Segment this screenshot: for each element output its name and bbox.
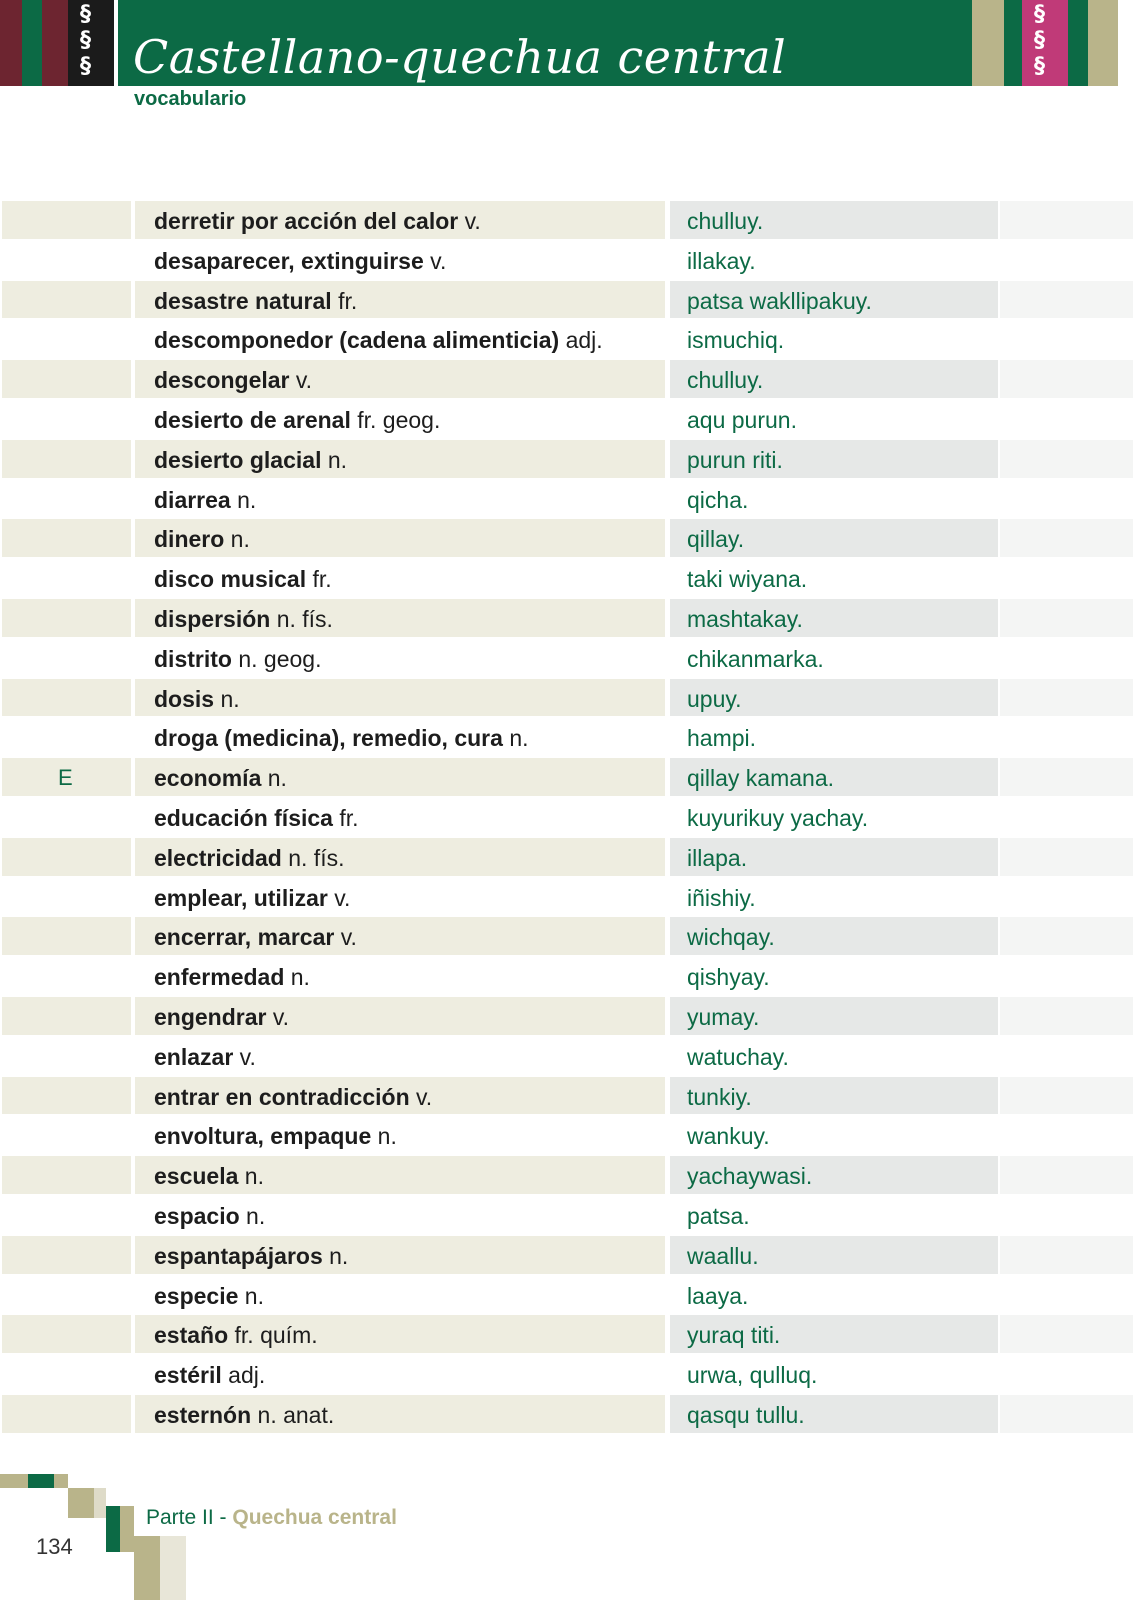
quechua-term: patsa wakllipakuy. bbox=[687, 287, 872, 314]
blank-cell bbox=[1000, 1395, 1133, 1433]
letter-cell bbox=[2, 1276, 131, 1314]
grammar-tag: n. bbox=[290, 964, 310, 991]
letter-cell bbox=[2, 1156, 131, 1194]
spanish-term bbox=[154, 367, 312, 394]
grammar-tag: v. bbox=[295, 367, 313, 394]
quechua-term: hampi. bbox=[687, 725, 757, 752]
textile-glyph-icon: § bbox=[1034, 2, 1045, 27]
quechua-term: watuchay. bbox=[687, 1043, 789, 1070]
grammar-tag: n. fís. bbox=[288, 844, 345, 871]
spanish-term bbox=[154, 1203, 265, 1230]
grammar-tag: n. bbox=[230, 526, 250, 553]
grammar-tag: n. bbox=[220, 685, 240, 712]
footer-part-prefix: Parte II - bbox=[146, 1506, 233, 1529]
spanish-headword: enfermedad bbox=[154, 964, 285, 991]
spanish-term bbox=[154, 208, 481, 235]
blank-cell bbox=[1000, 838, 1133, 876]
grammar-tag: n. bbox=[329, 1242, 349, 1269]
blank-cell bbox=[1000, 1236, 1133, 1274]
vocab-row bbox=[0, 717, 1133, 757]
vocab-row bbox=[0, 638, 1133, 678]
spanish-headword: disco musical bbox=[154, 566, 307, 593]
blank-cell bbox=[1000, 201, 1133, 239]
spanish-term bbox=[154, 526, 250, 553]
vocab-row bbox=[0, 1076, 1133, 1116]
vocab-row bbox=[0, 1275, 1133, 1315]
section-letter: E bbox=[58, 765, 73, 791]
grammar-tag: v. bbox=[239, 1043, 256, 1070]
quechua-term: wichqay. bbox=[687, 924, 775, 951]
blank-cell bbox=[1000, 519, 1133, 557]
blank-cell bbox=[1000, 1156, 1133, 1194]
quechua-term: mashtakay. bbox=[687, 605, 803, 632]
vocab-row bbox=[0, 280, 1133, 320]
spanish-term bbox=[154, 686, 240, 713]
spanish-term bbox=[154, 1322, 318, 1349]
blank-cell bbox=[1000, 679, 1133, 717]
header-textile-strip-right bbox=[1118, 0, 1133, 86]
spanish-term bbox=[154, 1283, 264, 1310]
blank-cell bbox=[1000, 718, 1133, 756]
quechua-term: laaya. bbox=[687, 1282, 749, 1309]
spanish-headword: emplear, utilizar bbox=[154, 884, 328, 911]
spanish-term bbox=[154, 805, 359, 832]
spanish-term bbox=[154, 1163, 264, 1190]
vocab-row bbox=[0, 1155, 1133, 1195]
spanish-headword: desierto de arenal bbox=[154, 406, 351, 433]
spanish-term bbox=[154, 1123, 397, 1150]
spanish-headword: envoltura, empaque bbox=[154, 1123, 372, 1150]
letter-cell bbox=[2, 798, 131, 836]
quechua-term: illapa. bbox=[687, 844, 748, 871]
grammar-tag: n. fís. bbox=[276, 605, 333, 632]
letter-cell bbox=[2, 1116, 131, 1154]
blank-cell bbox=[1000, 241, 1133, 279]
header-textile-strip-right bbox=[1004, 0, 1022, 86]
header-textile-strip-right bbox=[1088, 0, 1118, 86]
grammar-tag: fr. bbox=[339, 804, 359, 831]
letter-cell bbox=[2, 320, 131, 358]
page-number: 134 bbox=[36, 1534, 73, 1559]
letter-cell bbox=[2, 281, 131, 319]
vocab-row bbox=[0, 678, 1133, 718]
quechua-term: yachaywasi. bbox=[687, 1163, 813, 1190]
header-textile-strip-left bbox=[114, 0, 118, 86]
letter-cell bbox=[2, 878, 131, 916]
vocab-row bbox=[0, 1036, 1133, 1076]
grammar-tag: n. bbox=[244, 1163, 264, 1190]
spanish-headword: economía bbox=[154, 765, 262, 792]
quechua-term: upuy. bbox=[687, 685, 742, 712]
vocab-row bbox=[0, 877, 1133, 917]
spanish-term bbox=[154, 1044, 256, 1071]
spanish-headword: desastre natural bbox=[154, 287, 332, 314]
grammar-tag: fr. geog. bbox=[357, 406, 441, 433]
vocab-row bbox=[0, 598, 1133, 638]
grammar-tag: v. bbox=[416, 1083, 433, 1110]
letter-cell bbox=[2, 679, 131, 717]
spanish-headword: engendrar bbox=[154, 1003, 267, 1030]
textile-glyph-icon: § bbox=[80, 2, 91, 27]
vocab-row bbox=[0, 1314, 1133, 1354]
footer-decor-block bbox=[106, 1506, 120, 1552]
blank-cell bbox=[1000, 1196, 1133, 1234]
spanish-term bbox=[154, 487, 256, 514]
vocab-row bbox=[0, 359, 1133, 399]
vocabulary-table bbox=[0, 200, 1133, 1434]
grammar-tag: fr. bbox=[338, 287, 358, 314]
page-subtitle: vocabulario bbox=[134, 88, 247, 110]
vocab-row bbox=[0, 757, 1133, 797]
spanish-headword: espacio bbox=[154, 1202, 240, 1229]
grammar-tag: n. bbox=[327, 446, 348, 473]
letter-cell bbox=[2, 201, 131, 239]
quechua-term: tunkiy. bbox=[687, 1083, 752, 1110]
vocab-row bbox=[0, 956, 1133, 996]
letter-cell bbox=[2, 480, 131, 518]
letter-cell bbox=[2, 559, 131, 597]
spanish-headword: descomponedor (cadena alimenticia) bbox=[154, 327, 560, 354]
blank-cell bbox=[1000, 1077, 1133, 1115]
vocab-row bbox=[0, 1115, 1133, 1155]
spanish-headword: escuela bbox=[154, 1163, 239, 1190]
footer-part-name: Quechua central bbox=[232, 1506, 397, 1529]
spanish-headword: esternón bbox=[154, 1401, 252, 1428]
vocab-row bbox=[0, 439, 1133, 479]
spanish-term bbox=[154, 725, 529, 752]
textile-glyph-icon: § bbox=[80, 54, 91, 79]
vocab-row bbox=[0, 558, 1133, 598]
grammar-tag: n. bbox=[509, 725, 529, 752]
vocab-row bbox=[0, 319, 1133, 359]
spanish-term bbox=[154, 1243, 348, 1270]
quechua-term: patsa. bbox=[687, 1202, 750, 1229]
letter-cell bbox=[2, 1236, 131, 1274]
vocab-row bbox=[0, 200, 1133, 240]
vocab-row bbox=[0, 996, 1133, 1036]
textile-glyph-icon: § bbox=[1034, 54, 1045, 79]
grammar-tag: n. bbox=[267, 765, 287, 792]
spanish-term bbox=[154, 447, 347, 474]
spanish-term bbox=[154, 1362, 265, 1389]
letter-cell bbox=[2, 1196, 131, 1234]
quechua-term: taki wiyana. bbox=[687, 566, 808, 593]
letter-cell bbox=[2, 838, 131, 876]
grammar-tag: n. bbox=[246, 1202, 266, 1229]
spanish-term bbox=[154, 1402, 334, 1429]
blank-cell bbox=[1000, 281, 1133, 319]
header-textile-strip-left bbox=[42, 0, 68, 86]
spanish-term bbox=[154, 964, 310, 991]
header-textile-strip-right bbox=[972, 0, 1004, 86]
spanish-headword: descongelar bbox=[154, 367, 290, 394]
footer-decor-block bbox=[120, 1506, 134, 1552]
letter-cell bbox=[2, 1315, 131, 1353]
quechua-term: chulluy. bbox=[687, 367, 764, 394]
textile-glyph-icon: § bbox=[80, 28, 91, 53]
quechua-term: qicha. bbox=[687, 486, 749, 513]
quechua-term: qasqu tullu. bbox=[687, 1401, 805, 1428]
spanish-headword: dinero bbox=[154, 526, 225, 553]
header-textile-strip-left bbox=[0, 0, 22, 86]
letter-cell bbox=[2, 440, 131, 478]
grammar-tag: n. bbox=[237, 486, 257, 513]
spanish-headword: especie bbox=[154, 1282, 239, 1309]
letter-cell bbox=[2, 519, 131, 557]
letter-cell bbox=[2, 1355, 131, 1393]
spanish-headword: dosis bbox=[154, 685, 215, 712]
quechua-term: waallu. bbox=[687, 1242, 759, 1269]
quechua-term: iñishiy. bbox=[687, 884, 756, 911]
vocab-row bbox=[0, 479, 1133, 519]
blank-cell bbox=[1000, 1037, 1133, 1075]
blank-cell bbox=[1000, 559, 1133, 597]
footer-decor-block bbox=[28, 1474, 54, 1488]
spanish-headword: entrar en contradicción bbox=[154, 1083, 410, 1110]
quechua-term: kuyurikuy yachay. bbox=[687, 804, 869, 831]
letter-cell bbox=[2, 718, 131, 756]
grammar-tag: adj. bbox=[565, 327, 603, 354]
spanish-headword: derretir por acción del calor bbox=[154, 208, 459, 234]
spanish-term bbox=[154, 845, 344, 872]
blank-cell bbox=[1000, 917, 1133, 955]
quechua-term: aqu purun. bbox=[687, 406, 797, 433]
quechua-term: chulluy. bbox=[687, 208, 764, 234]
vocab-row bbox=[0, 240, 1133, 280]
spanish-headword: espantapájaros bbox=[154, 1242, 323, 1269]
vocab-row bbox=[0, 518, 1133, 558]
blank-cell bbox=[1000, 400, 1133, 438]
grammar-tag: n. bbox=[377, 1123, 397, 1150]
spanish-headword: educación física bbox=[154, 804, 333, 831]
header-textile-pattern-right bbox=[1022, 0, 1068, 86]
footer-decor-block bbox=[94, 1488, 106, 1518]
vocab-row bbox=[0, 1195, 1133, 1235]
grammar-tag: v. bbox=[464, 208, 481, 234]
spanish-term bbox=[154, 606, 333, 633]
quechua-term: qishyay. bbox=[687, 964, 770, 991]
blank-cell bbox=[1000, 360, 1133, 398]
blank-cell bbox=[1000, 320, 1133, 358]
spanish-headword: estaño bbox=[154, 1322, 229, 1349]
quechua-term: chikanmarka. bbox=[687, 645, 824, 672]
blank-cell bbox=[1000, 639, 1133, 677]
spanish-headword: encerrar, marcar bbox=[154, 924, 335, 951]
spanish-headword: droga (medicina), remedio, cura bbox=[154, 725, 503, 752]
grammar-tag: n. geog. bbox=[238, 645, 322, 672]
footer-decor-block bbox=[0, 1474, 28, 1488]
header-textile-pattern-left bbox=[68, 0, 114, 86]
letter-cell bbox=[2, 997, 131, 1035]
spanish-headword: distrito bbox=[154, 645, 232, 672]
vocab-row bbox=[0, 1394, 1133, 1434]
header-textile-strip-right bbox=[1068, 0, 1088, 86]
spanish-term bbox=[154, 885, 350, 912]
spanish-term bbox=[154, 765, 287, 792]
blank-cell bbox=[1000, 599, 1133, 637]
spanish-term bbox=[154, 407, 440, 434]
letter-cell bbox=[2, 1037, 131, 1075]
quechua-term: qillay kamana. bbox=[687, 765, 835, 792]
letter-cell bbox=[2, 360, 131, 398]
grammar-tag: n. anat. bbox=[257, 1401, 335, 1428]
letter-cell bbox=[2, 400, 131, 438]
spanish-term bbox=[154, 1004, 289, 1031]
grammar-tag: n. bbox=[244, 1282, 264, 1309]
blank-cell bbox=[1000, 957, 1133, 995]
spanish-term bbox=[154, 288, 357, 315]
quechua-term: yumay. bbox=[687, 1003, 760, 1030]
spanish-term bbox=[154, 1084, 432, 1111]
footer-part-label bbox=[146, 1506, 397, 1530]
grammar-tag: adj. bbox=[228, 1362, 266, 1389]
blank-cell bbox=[1000, 997, 1133, 1035]
spanish-term bbox=[154, 924, 357, 951]
blank-cell bbox=[1000, 440, 1133, 478]
page-title: Castellano-quechua central bbox=[133, 30, 787, 84]
quechua-term: wankuy. bbox=[687, 1123, 770, 1150]
blank-cell bbox=[1000, 798, 1133, 836]
blank-cell bbox=[1000, 758, 1133, 796]
header-textile-strip-left bbox=[22, 0, 42, 86]
vocab-row bbox=[0, 1235, 1133, 1275]
grammar-tag: v. bbox=[272, 1003, 290, 1030]
footer-decor-block bbox=[134, 1536, 160, 1600]
letter-cell bbox=[2, 1077, 131, 1115]
spanish-headword: diarrea bbox=[154, 486, 231, 513]
footer-decor-block bbox=[160, 1536, 186, 1600]
vocab-row bbox=[0, 399, 1133, 439]
quechua-term: purun riti. bbox=[687, 446, 783, 473]
blank-cell bbox=[1000, 1355, 1133, 1393]
footer-decor-block bbox=[54, 1474, 68, 1488]
vocab-row bbox=[0, 1354, 1133, 1394]
spanish-term bbox=[154, 646, 321, 673]
vocab-row bbox=[0, 797, 1133, 837]
blank-cell bbox=[1000, 1276, 1133, 1314]
letter-cell bbox=[2, 639, 131, 677]
grammar-tag: v. bbox=[430, 247, 447, 274]
quechua-term: ismuchiq. bbox=[687, 327, 785, 354]
grammar-tag: fr. quím. bbox=[234, 1322, 318, 1349]
blank-cell bbox=[1000, 1116, 1133, 1154]
quechua-term: urwa, qulluq. bbox=[687, 1362, 818, 1389]
vocab-row bbox=[0, 916, 1133, 956]
blank-cell bbox=[1000, 480, 1133, 518]
vocab-row bbox=[0, 837, 1133, 877]
spanish-headword: electricidad bbox=[154, 844, 282, 871]
spanish-headword: desaparecer, extinguirse bbox=[154, 247, 424, 274]
blank-cell bbox=[1000, 1315, 1133, 1353]
blank-cell bbox=[1000, 878, 1133, 916]
textile-glyph-icon: § bbox=[1034, 28, 1045, 53]
quechua-term: illakay. bbox=[687, 247, 756, 274]
quechua-term: qillay. bbox=[687, 526, 745, 553]
quechua-term: yuraq titi. bbox=[687, 1322, 781, 1349]
spanish-term bbox=[154, 327, 603, 354]
spanish-headword: estéril bbox=[154, 1362, 222, 1389]
letter-cell bbox=[2, 241, 131, 279]
grammar-tag: v. bbox=[340, 924, 357, 951]
spanish-term bbox=[154, 566, 332, 593]
spanish-headword: desierto glacial bbox=[154, 446, 322, 473]
grammar-tag: fr. bbox=[312, 566, 332, 593]
grammar-tag: v. bbox=[334, 884, 351, 911]
letter-cell bbox=[2, 957, 131, 995]
letter-cell bbox=[2, 599, 131, 637]
spanish-headword: dispersión bbox=[154, 605, 271, 632]
footer-decor-block bbox=[68, 1488, 94, 1518]
spanish-term bbox=[154, 248, 446, 275]
spanish-headword: enlazar bbox=[154, 1043, 234, 1070]
letter-cell bbox=[2, 1395, 131, 1433]
letter-cell bbox=[2, 917, 131, 955]
